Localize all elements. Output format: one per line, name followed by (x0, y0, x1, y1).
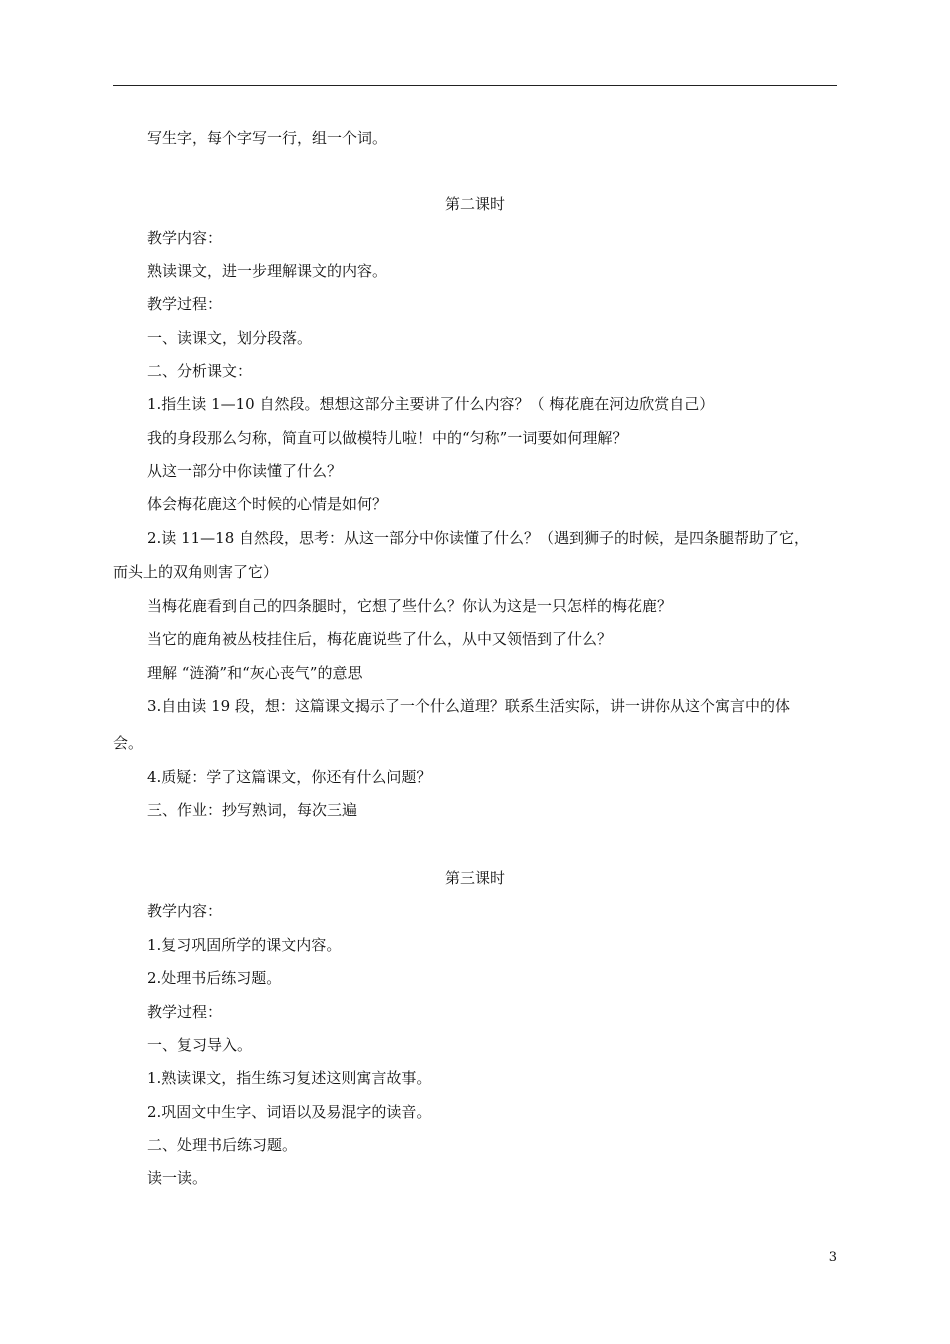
paragraph-line: 一、读课文，划分段落。 (147, 329, 313, 347)
paragraph-line: 2.巩固文中生字、词语以及易混字的读音。 (147, 1103, 432, 1121)
paragraph-line: 写生字，每个字写一行，组一个词。 (147, 129, 388, 147)
paragraph-line: 1.复习巩固所学的课文内容。 (147, 936, 342, 954)
page-number: 3 (828, 1250, 837, 1265)
paragraph-line: 教学过程： (147, 1003, 223, 1021)
paragraph-line: 我的身段那么匀称，简直可以做模特儿啦！中的“匀称”一词要如何理解？ (147, 429, 628, 447)
paragraph-line: 理解 “涟漪”和“灰心丧气”的意思 (147, 664, 363, 682)
paragraph-line: 教学过程： (147, 295, 223, 313)
paragraph-line: 教学内容： (147, 902, 223, 920)
paragraph-line: 一、复习导入。 (147, 1036, 253, 1054)
section-heading-lesson3: 第三课时 (444, 869, 505, 887)
paragraph-line: 二、处理书后练习题。 (147, 1136, 298, 1154)
paragraph-line: 2.处理书后练习题。 (147, 969, 282, 987)
paragraph-line: 体会梅花鹿这个时候的心情是如何？ (147, 495, 388, 513)
paragraph-line: 而头上的双角则害了它） (113, 563, 279, 581)
paragraph-line: 3.自由读 19 段，想：这篇课文揭示了一个什么道理？联系生活实际，讲一讲你从这个寓言中的体 (147, 697, 790, 715)
paragraph-line: 教学内容： (147, 229, 223, 247)
paragraph-line: 三、作业：抄写熟词，每次三遍 (147, 801, 358, 819)
paragraph-line: 当梅花鹿看到自己的四条腿时，它想了些什么？你认为这是一只怎样的梅花鹿？ (147, 597, 673, 615)
paragraph-line: 2.读 11—18 自然段，思考：从这一部分中你读懂了什么？（遇到狮子的时候，是四条腿帮助了它， (147, 529, 810, 547)
header-rule (113, 85, 837, 86)
paragraph-line: 会。 (113, 734, 144, 752)
paragraph-line: 1.熟读课文，指生练习复述这则寓言故事。 (147, 1069, 432, 1087)
paragraph-line: 读一读。 (147, 1169, 208, 1187)
paragraph-line: 1.指生读 1—10 自然段。想想这部分主要讲了什么内容？（ 梅花鹿在河边欣赏自己） (147, 395, 715, 413)
paragraph-line: 从这一部分中你读懂了什么？ (147, 462, 343, 480)
section-heading-lesson2: 第二课时 (444, 195, 505, 213)
paragraph-line: 熟读课文，进一步理解课文的内容。 (147, 262, 388, 280)
paragraph-line: 二、分析课文： (147, 362, 253, 380)
paragraph-line: 4.质疑：学了这篇课文，你还有什么问题？ (147, 768, 432, 786)
paragraph-line: 当它的鹿角被丛枝挂住后，梅花鹿说些了什么，从中又领悟到了什么？ (147, 630, 613, 648)
